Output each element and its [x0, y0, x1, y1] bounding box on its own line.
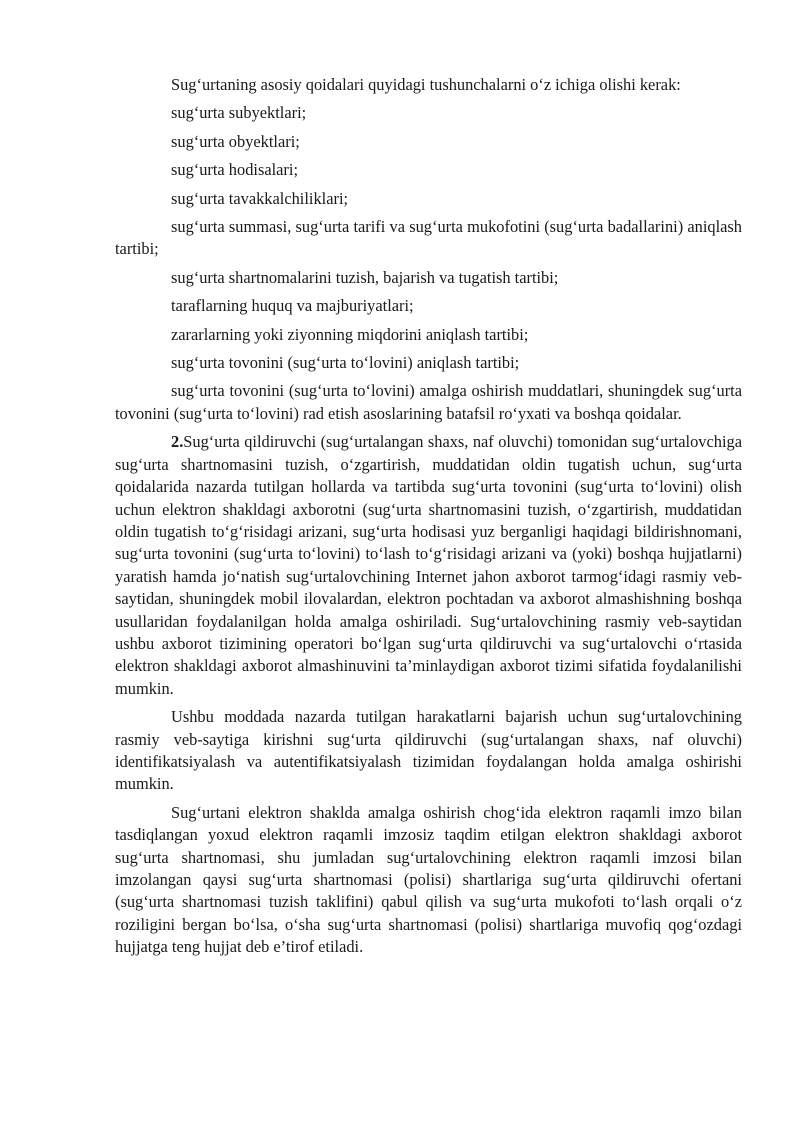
intro-paragraph: Sug‘urtaning asosiy qoidalari quyidagi tushunchalarni o‘z ichiga olishi kerak:	[171, 75, 681, 94]
document-page	[115, 74, 742, 965]
section-2-paragraph	[115, 431, 742, 700]
list-item: sug‘urta tavakkalchiliklari;	[171, 188, 349, 208]
list-item: taraflarning huquq va majburiyatlari;	[171, 296, 414, 316]
list-item: sug‘urta subyektlari;	[171, 103, 307, 123]
list-item: sug‘urta hodisalari;	[171, 160, 298, 180]
list-item: zararlarning yoki ziyonning miqdorini aniqlash tartibi;	[171, 324, 529, 344]
website-access-paragraph: Ushbu moddada nazarda tutilgan harakatlarni bajarish uchun sug‘urtalovchining rasmiy veb-saytiga kirishni sug‘urta qildiruvchi (sug‘urtalangan shaxs, naf oluvchi) identifikatsiyalash va autentifikatsiyalash tizimidan foydalangan holda amalga oshirishi mumkin.	[115, 707, 742, 794]
list-item: sug‘urta tovonini (sug‘urta to‘lovini) amalga oshirish muddatlari, shuningdek sug‘urta tovonini (sug‘urta to‘lovini) rad etish asoslarining batafsil ro‘yxati va boshqa qoidalar.	[115, 381, 742, 423]
section-2-text: Sug‘urta qildiruvchi (sug‘urtalangan shaxs, naf oluvchi) tomonidan sug‘urtalovchiga sug‘urta shartnomasini tuzish, o‘zgartirish, muddatidan oldin tugatish uchun, sug‘urta qoidalarida nazarda tutilgan hollarda va tartibda sug‘urta tovonini (sug‘urta to‘lovini) olish uchun elektron shakldagi axborotni (sug‘urta shartnomasini tuzish, o‘zgartirish, muddatidan oldin tugatish to‘g‘risidagi arizani, sug‘urta hodisasi yuz berganligi haqidagi bildirishnomani, sug‘urta tovonini (sug‘urta to‘lovini) to‘lash to‘g‘risidagi arizani va (yoki) boshqa hujjatlarni) yaratish hamda jo‘natish sug‘urtalovchining Internet jahon axborot tarmog‘idagi rasmiy veb-saytidan, shuningdek mobil ilovalardan, elektron pochtadan va axborot almashishning boshqa usullaridan foydalanilgan holda amalga oshiriladi. Sug‘urtalovchining rasmiy veb-saytidan ushbu axborot tizimining operatori bo‘lgan sug‘urta qildiruvchi va sug‘urtalovchi o‘rtasida elektron shakldagi axborot almashinuvini ta’minlaydigan axborot tizimi sifatida foydalanilishi mumkin.	[115, 432, 742, 698]
electronic-insurance-paragraph: Sug‘urtani elektron shaklda amalga oshirish chog‘ida elektron raqamli imzo bilan tasdiqlangan yoxud elektron raqamli imzosiz taqdim etilgan elektron shakldagi axborot sug‘urta shartnomasi, shu jumladan sug‘urtalovchining elektron raqamli imzosi bilan imzolangan qaysi sug‘urta shartnomasi (polisi) shartlariga sug‘urta qildiruvchi ofertani (sug‘urta shartnomasi tuzish taklifini) qabul qilish va sug‘urta mukofoti to‘lash orqali o‘z roziligini bergan bo‘lsa, o‘sha sug‘urta shartnomasi (polisi) shartlariga muvofiq qog‘ozdagi hujjatga teng hujjat deb e’tirof etiladi.	[115, 802, 742, 957]
section-number: 2.	[171, 432, 184, 452]
list-item: sug‘urta tovonini (sug‘urta to‘lovini) aniqlash tartibi;	[171, 353, 520, 373]
rules-list	[115, 102, 742, 425]
list-item: sug‘urta obyektlari;	[171, 131, 300, 151]
list-item: sug‘urta summasi, sug‘urta tarifi va sug‘urta mukofotini (sug‘urta badallarini) aniqlash tartibi;	[115, 217, 742, 259]
list-item: sug‘urta shartnomalarini tuzish, bajarish va tugatish tartibi;	[171, 267, 559, 287]
